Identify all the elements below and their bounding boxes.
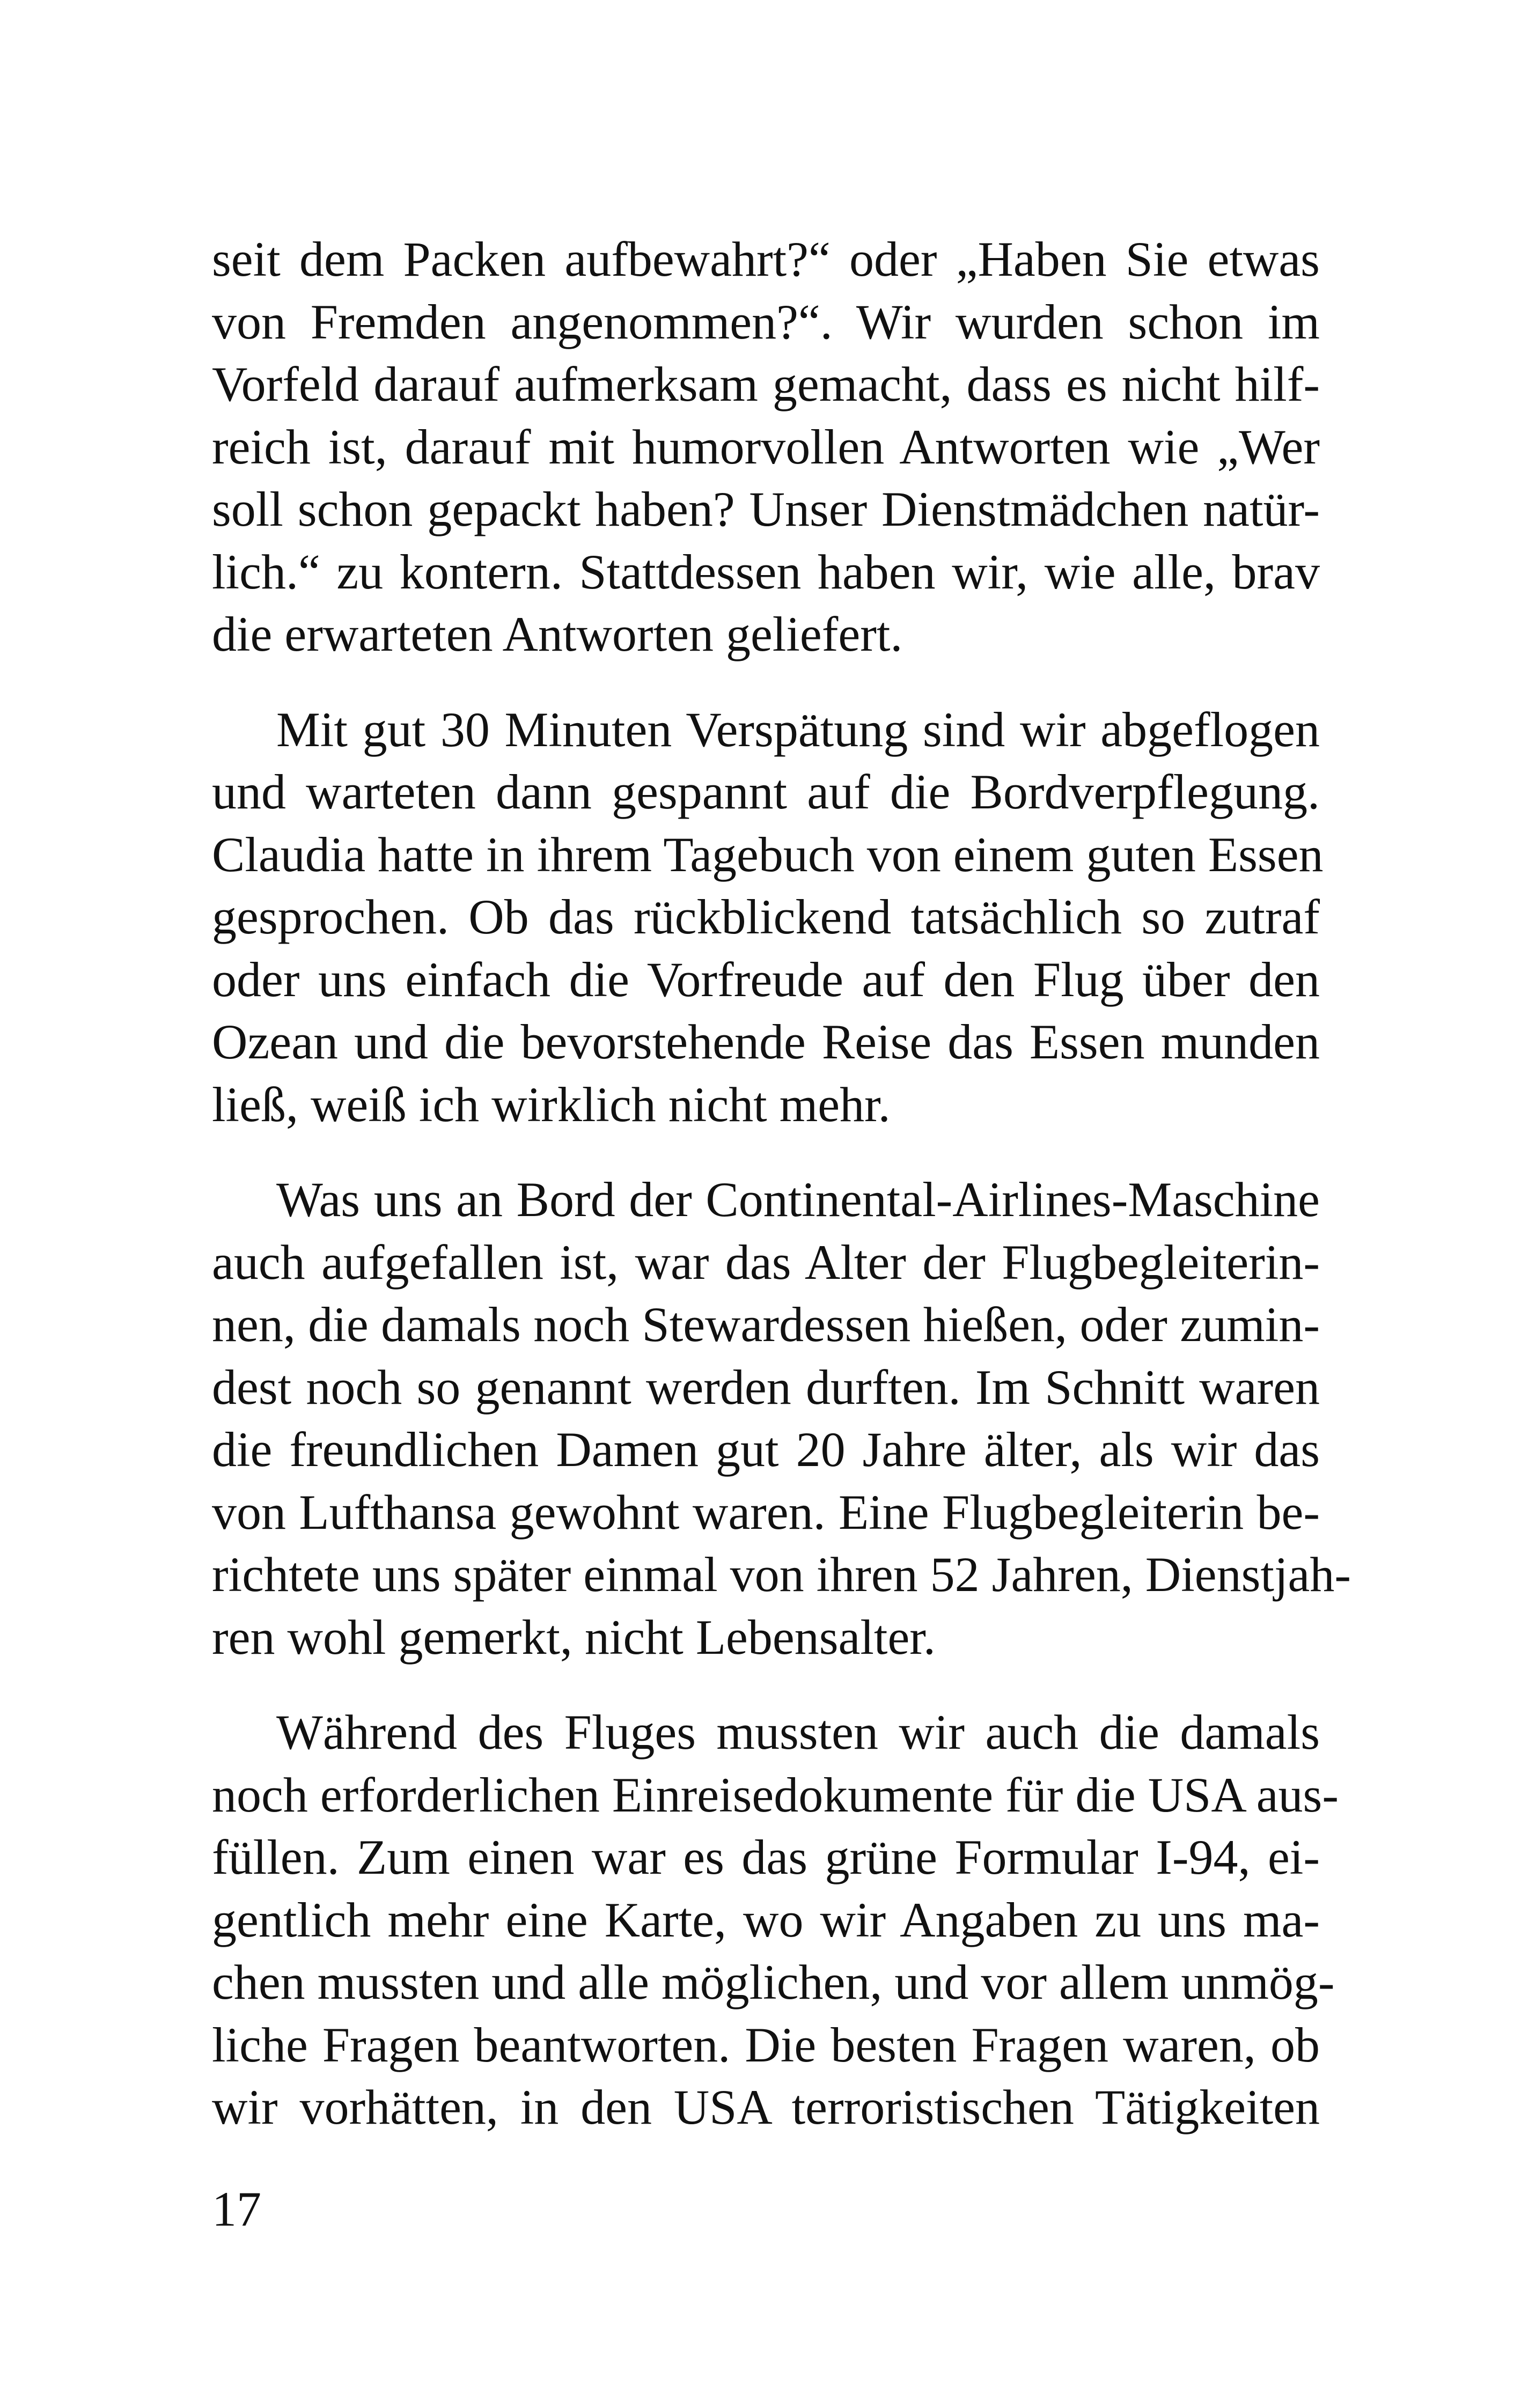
- text-line: wir vorhätten, in den USA terroristischen Tätigkeiten: [212, 2080, 1320, 2134]
- book-page-body: [212, 228, 1351, 2139]
- text-line: noch erforderlichen Einreisedokumente für die USA aus-: [212, 1767, 1339, 1822]
- text-line: ließ, weiß ich wirklich nicht mehr.: [212, 1077, 891, 1132]
- text-line: chen mussten und alle möglichen, und vor allem unmög-: [212, 1955, 1335, 2009]
- text-line: seit dem Packen aufbewahrt?“ oder „Haben Sie etwas: [212, 232, 1320, 286]
- paragraph-3: [212, 1168, 1351, 1668]
- text-line: füllen. Zum einen war es das grüne Formular I-94, ei-: [212, 1830, 1320, 1884]
- text-line: Was uns an Bord der Continental-Airlines-Maschine: [276, 1172, 1320, 1227]
- text-line: die freundlichen Damen gut 20 Jahre älter, als wir das: [212, 1422, 1320, 1477]
- text-line: gentlich mehr eine Karte, wo wir Angaben zu uns ma-: [212, 1892, 1320, 1947]
- text-line: lich.“ zu kontern. Stattdessen haben wir, wie alle, brav: [212, 544, 1320, 599]
- text-line: Claudia hatte in ihrem Tagebuch von einem guten Essen: [212, 827, 1324, 882]
- text-line: reich ist, darauf mit humorvollen Antworten wie „Wer: [212, 419, 1320, 474]
- text-line: und warteten dann gespannt auf die Bordverpflegung.: [212, 764, 1320, 819]
- text-line: soll schon gepackt haben? Unser Dienstmädchen natür-: [212, 482, 1320, 536]
- text-line: richtete uns später einmal von ihren 52 Jahren, Dienstjah-: [212, 1547, 1351, 1602]
- text-line: von Lufthansa gewohnt waren. Eine Flugbegleiterin be-: [212, 1484, 1320, 1540]
- text-line: ren wohl gemerkt, nicht Lebensalter.: [212, 1609, 936, 1665]
- paragraph-2: [212, 698, 1324, 1136]
- text-line: dest noch so genannt werden durften. Im Schnitt waren: [212, 1359, 1320, 1415]
- text-line: die erwarteten Antworten geliefert.: [212, 607, 903, 661]
- text-line: Ozean und die bevorstehende Reise das Essen munden: [212, 1014, 1320, 1069]
- text-line: Vorfeld darauf aufmerksam gemacht, dass es nicht hilf-: [212, 357, 1320, 411]
- page-number: 17: [212, 2182, 261, 2236]
- text-line: auch aufgefallen ist, war das Alter der Flugbegleiterin-: [212, 1234, 1320, 1290]
- text-line: gesprochen. Ob das rückblickend tatsächlich so zutraf: [212, 889, 1320, 944]
- paragraph-1: [212, 228, 1320, 666]
- text-line: oder uns einfach die Vorfreude auf den Flug über den: [212, 952, 1320, 1007]
- paragraph-4: [212, 1701, 1339, 2139]
- text-line: von Fremden angenommen?“. Wir wurden schon im: [212, 294, 1320, 349]
- text-line: Mit gut 30 Minuten Verspätung sind wir abgeflogen: [276, 702, 1320, 757]
- text-line: nen, die damals noch Stewardessen hießen, oder zumin-: [212, 1297, 1320, 1352]
- text-line: Während des Fluges mussten wir auch die damals: [276, 1705, 1320, 1759]
- text-line: liche Fragen beantworten. Die besten Fragen waren, ob: [212, 2017, 1320, 2072]
